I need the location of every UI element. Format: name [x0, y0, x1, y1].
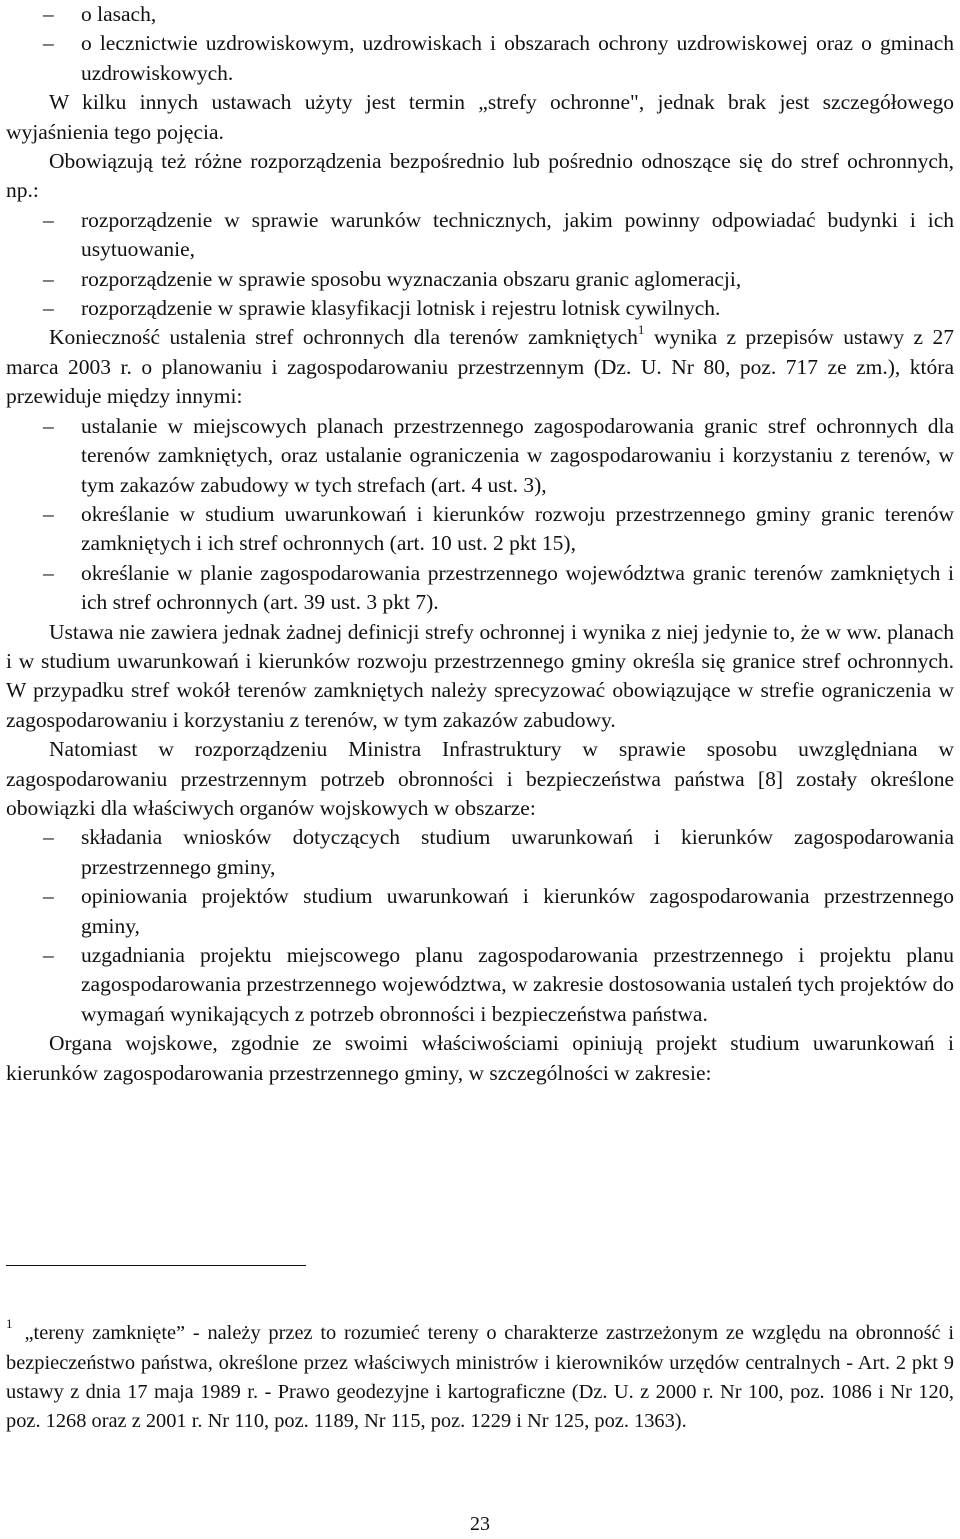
footnote: [6, 1316, 954, 1436]
dash-bullet: –: [43, 207, 54, 232]
paragraph: Ustawa nie zawiera jednak żadnej definicji strefy ochronnej i wynika z niej jedynie to, że w ww. planach i w studium uwarunkowań i kierunków rozwoju przestrzennego gminy określa się granice stref ochronnych. W przypadku stref wokół terenów zamkniętych należy sprecyzować obowiązujące w strefie ograniczenia w zagospodarowaniu i korzystaniu z terenów, w tym zakazów zabudowy.: [6, 619, 954, 732]
list-item: – opiniowania projektów studium uwarunkowań i kierunków zagospodarowania przestrzennego gminy,: [43, 884, 954, 938]
paragraph: Organa wojskowe, zgodnie ze swoimi właściwościami opiniują projekt studium uwarunkowań i kierunków zagospodarowania przestrzennego gminy, w szczególności w zakresie:: [6, 1031, 954, 1085]
footnote-text: „tereny zamknięte” - należy przez to rozumieć tereny o charakterze zastrzeżonym ze względu na obronność i bezpieczeństwo państwa, określone przez właściwych ministrów i kierowników urzędów centralnych - Art. 2 pkt 9 ustawy z dnia 17 maja 1989 r. - Prawo geodezyjne i kartograficzne (Dz. U. z 2000 r. Nr 100, poz. 1086 i Nr 120, poz. 1268 oraz z 2001 r. Nr 110, poz. 1189, Nr 115, poz. 1229 i Nr 125, poz. 1363).: [6, 1322, 954, 1432]
list-item: – uzgadniania projektu miejscowego planu zagospodarowania przestrzennego i projektu planu zagospodarowania przestrzennego województwa, w zakresie dostosowania ustaleń tych projektów do wymagań wynikających z potrzeb obronności i bezpieczeństwa państwa.: [43, 943, 954, 1026]
list-item: – składania wniosków dotyczących studium uwarunkowań i kierunków zagospodarowania przestrzennego gminy,: [43, 825, 954, 879]
paragraph: Konieczność ustalenia stref ochronnych dla terenów zamkniętych$^1$ wynika z przepisów ustawy z 27 marca 2003 r. o planowaniu i zagospodarowaniu przestrzennym (Dz. U. Nr 80, poz. 717 ze zm.), która przewiduje między innymi:: [6, 322, 954, 409]
dash-bullet: –: [43, 413, 54, 438]
dash-bullet: –: [43, 943, 54, 967]
dash-bullet: –: [43, 296, 54, 321]
footnote-reference: 1: [637, 322, 645, 338]
paragraph: W kilku innych ustawach użyty jest termin „strefy ochronne", jednak brak jest szczegółowego wyjaśnienia tego pojęcia.: [6, 90, 954, 144]
paragraph: Obowiązują też różne rozporządzenia bezpośrednio lub pośrednio odnoszące się do stref ochronnych, np.:: [6, 149, 954, 203]
dash-bullet: –: [43, 266, 54, 291]
list-item: – rozporządzenie w sprawie klasyfikacji lotnisk i rejestru lotnisk cywilnych.: [6, 294, 954, 323]
dash-bullet: –: [43, 2, 54, 26]
footnote-separator: [6, 1265, 306, 1266]
list-item: – ustalanie w miejscowych planach przestrzennego zagospodarowania granic stref ochronnych dla terenów zamkniętych, oraz ustalanie ograniczenia w zagospodarowaniu i korzystaniu z terenów, w tym zakazów zabudowy w tych strefach (art. 4 ust. 3),: [43, 413, 954, 497]
footnote-mark: 1: [6, 1316, 13, 1331]
dash-bullet: –: [43, 560, 54, 585]
body-text: [6, 0, 954, 1088]
page-number: 23: [470, 1513, 490, 1535]
list-item: – określanie w planie zagospodarowania przestrzennego województwa granic terenów zamkniętych i ich stref ochronnych (art. 39 ust. 3 pkt 7).: [43, 560, 954, 615]
dash-bullet: –: [43, 31, 54, 56]
dash-bullet: –: [43, 825, 54, 850]
list-item: – rozporządzenie w sprawie sposobu wyznaczania obszaru granic aglomeracji,: [6, 265, 954, 294]
list-item: – o lecznictwie uzdrowiskowym, uzdrowiskach i obszarach ochrony uzdrowiskowej oraz o gminach uzdrowiskowych.: [43, 31, 954, 85]
dash-bullet: –: [43, 884, 54, 909]
list-item: – określanie w studium uwarunkowań i kierunków rozwoju przestrzennego gminy granic terenów zamkniętych i ich stref ochronnych (art. 10 ust. 2 pkt 15),: [43, 501, 954, 556]
list-item: – o lasach,: [6, 0, 954, 29]
paragraph: Natomiast w rozporządzeniu Ministra Infrastruktury w sprawie sposobu uwzględniana w zagospodarowaniu przestrzennym potrzeb obronności i bezpieczeństwa państwa [8] zostały określone obowiązki dla właściwych organów wojskowych w obszarze:: [6, 737, 954, 820]
dash-bullet: –: [43, 501, 54, 526]
list-item: – rozporządzenie w sprawie warunków technicznych, jakim powinny odpowiadać budynki i ich usytuowanie,: [43, 207, 954, 262]
